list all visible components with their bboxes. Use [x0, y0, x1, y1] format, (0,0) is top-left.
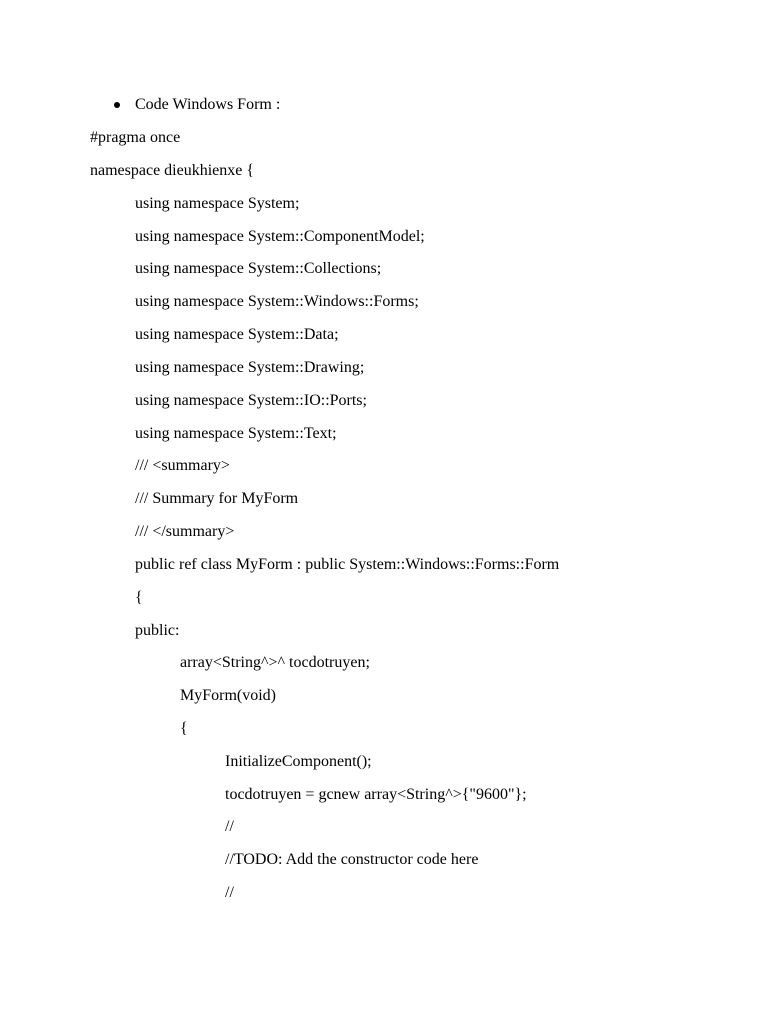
code-line: // [225, 884, 234, 901]
code-line: array<String^>^ tocdotruyen; [180, 654, 370, 671]
code-line: using namespace System::Windows::Forms; [135, 293, 419, 310]
code-line: /// Summary for MyForm [135, 490, 299, 507]
code-line: /// <summary> [135, 457, 230, 474]
code-line: public ref class MyForm : public System::Windows::Forms::Form [135, 556, 560, 573]
code-line: public: [135, 622, 180, 639]
bullet-heading: Code Windows Form : [135, 96, 281, 113]
code-line: /// </summary> [135, 523, 235, 540]
code-line: { [135, 589, 143, 606]
code-line: using namespace System::Data; [135, 326, 339, 343]
code-line: namespace dieukhienxe { [90, 162, 255, 179]
code-line: using namespace System::Text; [135, 425, 337, 442]
code-line: using namespace System::ComponentModel; [135, 228, 425, 245]
code-line: #pragma once [90, 129, 181, 146]
code-line: using namespace System::IO::Ports; [135, 392, 367, 409]
code-line: //TODO: Add the constructor code here [225, 851, 479, 868]
code-line: using namespace System::Collections; [135, 260, 382, 277]
code-line: MyForm(void) [180, 687, 276, 704]
code-line: InitializeComponent(); [225, 753, 372, 770]
code-line: using namespace System::Drawing; [135, 359, 365, 376]
code-line: // [225, 818, 234, 835]
bullet-icon [114, 102, 120, 108]
code-line: using namespace System; [135, 195, 300, 212]
code-line: tocdotruyen = gcnew array<String^>{"9600"}; [225, 786, 527, 803]
code-line: { [180, 720, 188, 737]
